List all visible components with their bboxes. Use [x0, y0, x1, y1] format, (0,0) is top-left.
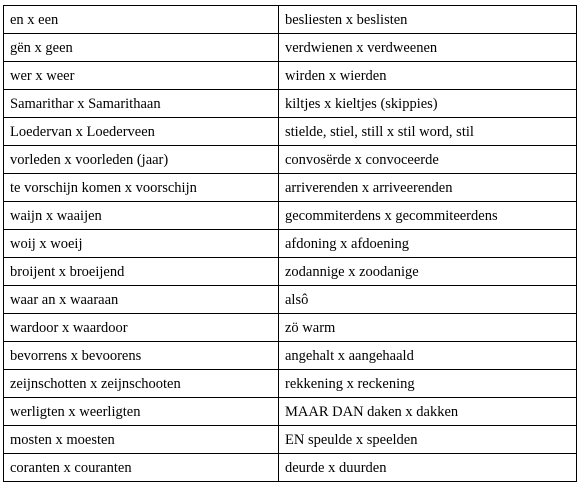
left-cell: broijent x broeijend — [4, 258, 279, 286]
right-cell: gecommiterdens x gecommiteerdens — [279, 202, 577, 230]
left-cell: mosten x moesten — [4, 426, 279, 454]
table-body — [4, 6, 577, 482]
left-cell: en x een — [4, 6, 279, 34]
left-cell: zeijnschotten x zeijnschooten — [4, 370, 279, 398]
right-cell: zö warm — [279, 314, 577, 342]
table-row — [4, 370, 577, 398]
spelling-variants-table — [3, 5, 577, 482]
right-cell: afdoning x afdoening — [279, 230, 577, 258]
left-cell: waar an x waaraan — [4, 286, 279, 314]
table-row — [4, 426, 577, 454]
table-row — [4, 258, 577, 286]
right-cell: alsô — [279, 286, 577, 314]
table-row — [4, 314, 577, 342]
table-row — [4, 398, 577, 426]
table-row — [4, 6, 577, 34]
table-row — [4, 90, 577, 118]
right-cell: stielde, stiel, still x stil word, stil — [279, 118, 577, 146]
left-cell: waijn x waaijen — [4, 202, 279, 230]
left-cell: bevorrens x bevoorens — [4, 342, 279, 370]
table-row — [4, 118, 577, 146]
right-cell: angehalt x aangehaald — [279, 342, 577, 370]
left-cell: wer x weer — [4, 62, 279, 90]
left-cell: Samarithar x Samarithaan — [4, 90, 279, 118]
right-cell: deurde x duurden — [279, 454, 577, 482]
left-cell: wardoor x waardoor — [4, 314, 279, 342]
right-cell: zodannige x zoodanige — [279, 258, 577, 286]
left-cell: te vorschijn komen x voorschijn — [4, 174, 279, 202]
right-cell: wirden x wierden — [279, 62, 577, 90]
right-cell: EN speulde x speelden — [279, 426, 577, 454]
left-cell: vorleden x voorleden (jaar) — [4, 146, 279, 174]
left-cell: Loedervan x Loederveen — [4, 118, 279, 146]
left-cell: werligten x weerligten — [4, 398, 279, 426]
right-cell: arriverenden x arriveerenden — [279, 174, 577, 202]
right-cell: MAAR DAN daken x dakken — [279, 398, 577, 426]
left-cell: woij x woeij — [4, 230, 279, 258]
table-row — [4, 202, 577, 230]
left-cell: gën x geen — [4, 34, 279, 62]
right-cell: besliesten x beslisten — [279, 6, 577, 34]
left-cell: coranten x couranten — [4, 454, 279, 482]
right-cell: convosërde x convoceerde — [279, 146, 577, 174]
table-row — [4, 174, 577, 202]
table-row — [4, 454, 577, 482]
table-row — [4, 286, 577, 314]
right-cell: rekkening x reckening — [279, 370, 577, 398]
table-row — [4, 62, 577, 90]
right-cell: kiltjes x kieltjes (skippies) — [279, 90, 577, 118]
right-cell: verdwienen x verdweenen — [279, 34, 577, 62]
table-row — [4, 34, 577, 62]
table-row — [4, 146, 577, 174]
table-row — [4, 230, 577, 258]
table-row — [4, 342, 577, 370]
